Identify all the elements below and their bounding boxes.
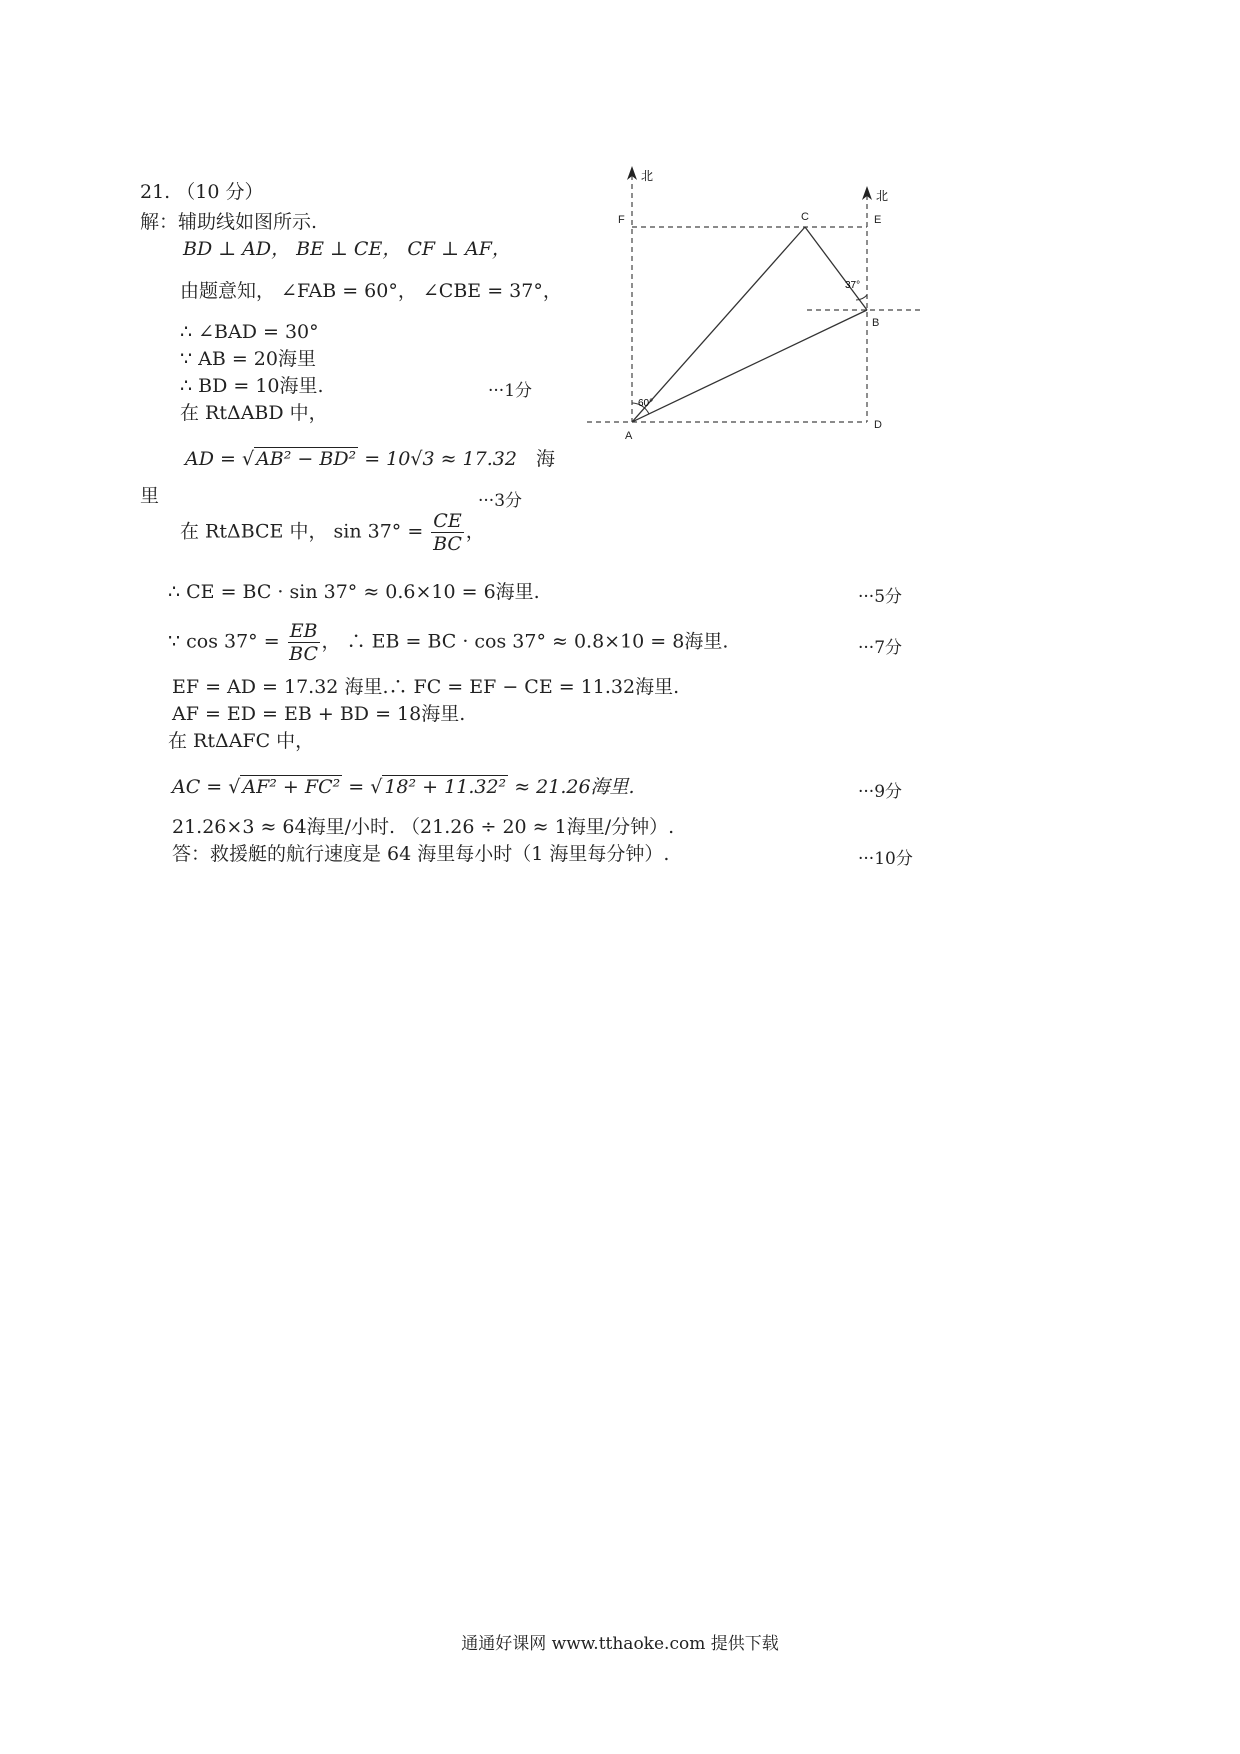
point-label-a: A	[625, 430, 633, 442]
line-ad-unit-part2: 里	[140, 485, 160, 507]
line-cos37: ∵ cos 37° = $\frac{EB}{BC}$ ， ∴ EB = BC · cos 37° ≈ 0.8×10 = 8海里.	[168, 620, 729, 665]
score-9: ···9分	[858, 782, 903, 802]
line-speed-calc: 21.26×3 ≈ 64海里/小时. （21.26 ÷ 20 ≈ 1海里/分钟）.	[172, 816, 675, 838]
score-3: ···3分	[478, 491, 523, 511]
north-label-a: 北	[641, 169, 654, 183]
fraction-eb-bc: $\frac{EB}{BC}$	[289, 620, 319, 665]
geometry-figure	[575, 160, 935, 450]
line-ab-length: ∵ AB = 20海里	[180, 348, 316, 370]
north-label-b: 北	[876, 189, 889, 203]
line-answer: 答：救援艇的航行速度是 64 海里每小时（1 海里每分钟）.	[172, 843, 670, 865]
line-ce-value: ∴ CE = BC · sin 37° ≈ 0.6×10 = 6海里.	[168, 581, 540, 603]
line-ad-formula: AD = √ AB² − BD² = 10√3 ≈ 17.32	[185, 448, 517, 470]
solution-intro: 解：辅助线如图所示.	[140, 211, 318, 233]
line-rt-abd: 在 RtΔABD 中，	[180, 402, 328, 424]
score-1: ···1分	[488, 381, 533, 401]
fraction-ce-bc: $\frac{CE}{BC}$	[433, 510, 462, 555]
score-5: ···5分	[858, 587, 903, 607]
point-label-b: B	[872, 317, 880, 329]
line-ef-fc: EF = AD = 17.32 海里.∴ FC = EF − CE = 11.32海里.	[172, 676, 680, 698]
segment-cb	[805, 227, 867, 310]
line-perpendiculars: BD ⊥ AD， BE ⊥ CE， CF ⊥ AF，	[183, 238, 511, 260]
angle-label-37: 37°	[845, 280, 861, 291]
point-label-f: F	[618, 214, 625, 226]
line-sin37: 在 RtΔBCE 中， sin 37° = $\frac{CE}{BC}$ ，	[180, 510, 485, 555]
footer-credit: 通通好课网 www.tthaoke.com 提供下载	[461, 1634, 779, 1654]
score-7: ···7分	[858, 638, 903, 658]
line-angle-bad: ∴ ∠BAD = 30°	[180, 321, 319, 343]
point-label-c: C	[801, 211, 809, 223]
segment-ab	[632, 310, 867, 422]
line-ad-unit-part1: 海	[536, 448, 556, 470]
segment-ac	[632, 227, 805, 422]
problem-number: 21. （10 分）	[140, 181, 264, 203]
line-af-ed: AF = ED = EB + BD = 18海里.	[172, 703, 466, 725]
line-ac-formula: AC = √ AF² + FC² = √ 18² + 11.32² ≈ 21.26海里.	[172, 776, 635, 798]
line-rt-afc: 在 RtΔAFC 中，	[168, 730, 315, 752]
score-10: ···10分	[858, 849, 913, 869]
line-bd-length: ∴ BD = 10海里.	[180, 375, 324, 397]
angle-label-60: 60°	[638, 398, 654, 409]
line-given-angles: 由题意知， ∠FAB = 60°， ∠CBE = 37°，	[180, 280, 562, 302]
point-label-d: D	[874, 419, 882, 431]
point-label-e: E	[874, 214, 882, 226]
